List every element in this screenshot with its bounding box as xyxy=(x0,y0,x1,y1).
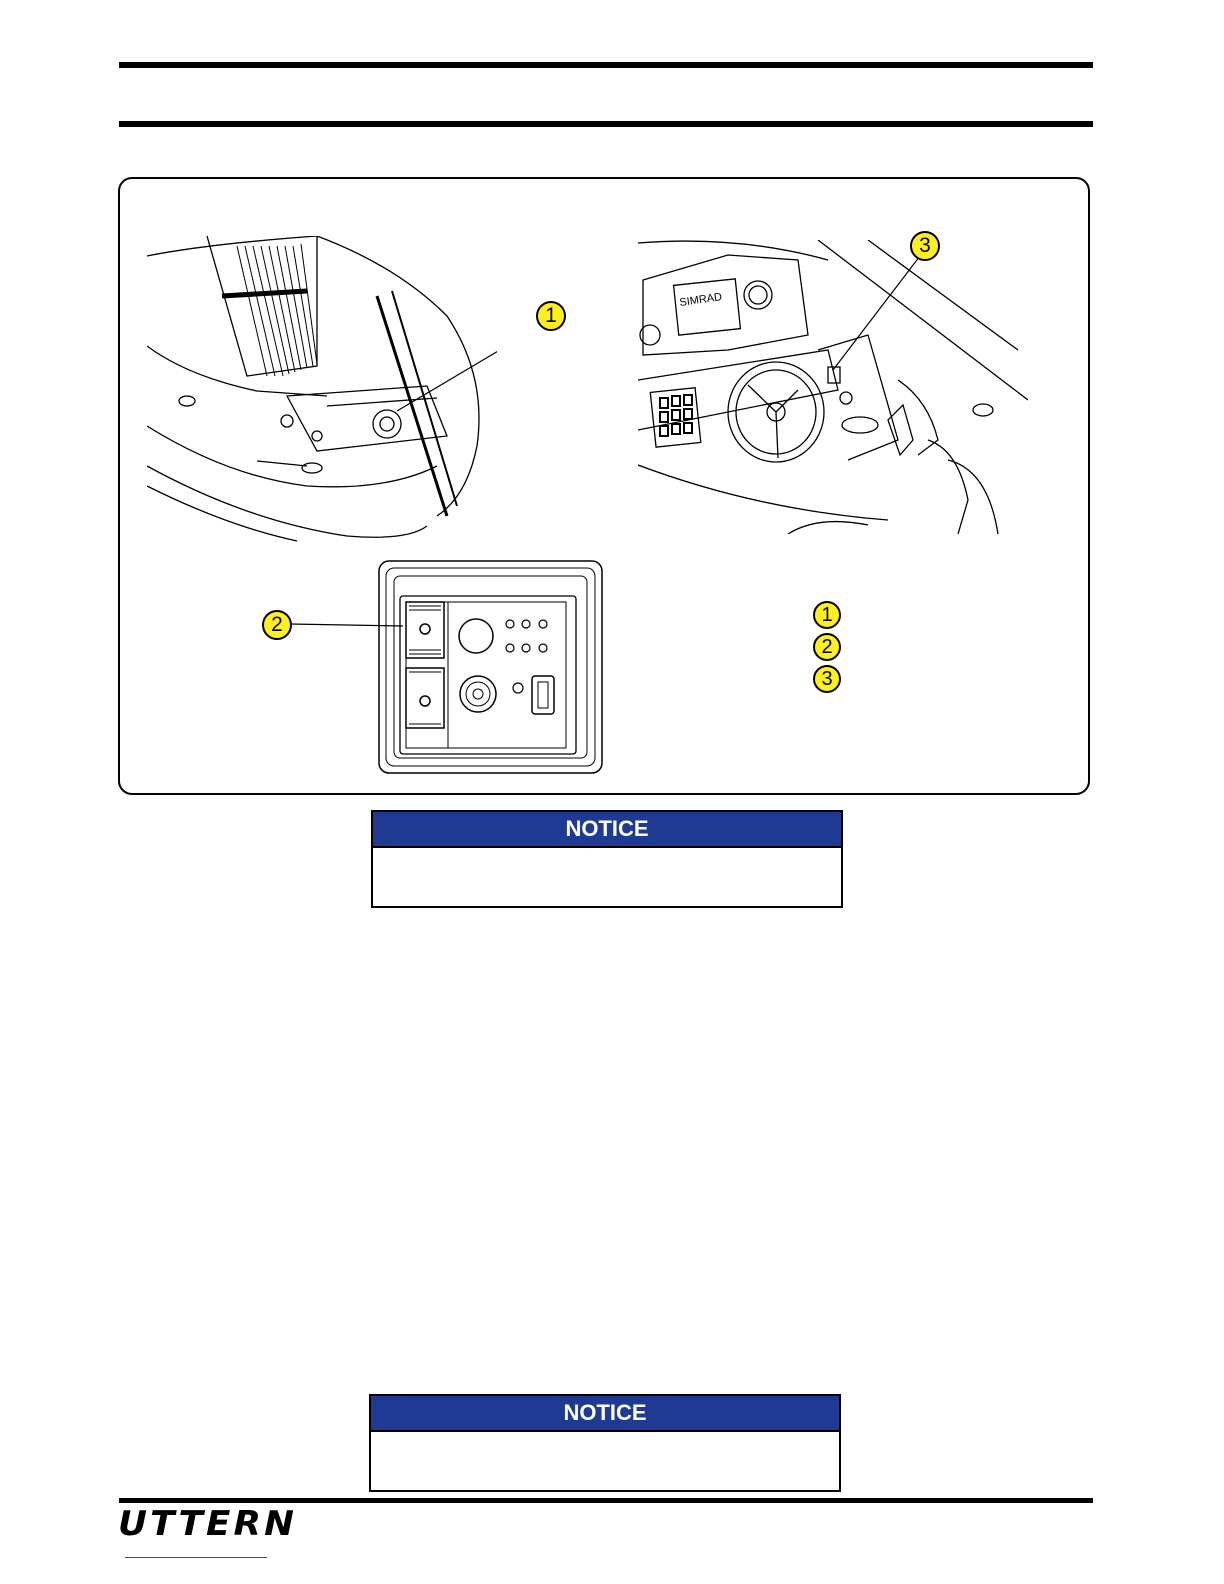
notice-title: NOTICE xyxy=(371,1396,839,1432)
legend-item-1: 1 xyxy=(813,601,841,629)
notice-title: NOTICE xyxy=(373,812,841,848)
switch-panel-illustration xyxy=(378,560,603,775)
notice-box-top xyxy=(371,810,843,908)
svg-text:UTTERN: UTTERN xyxy=(118,1506,298,1538)
callout-3: 3 xyxy=(910,231,940,261)
helm-illustration xyxy=(638,240,1028,534)
header-bottom-rule xyxy=(119,121,1093,127)
notice-box-bottom xyxy=(369,1394,841,1492)
notice-body xyxy=(371,1432,839,1490)
legend-item-2: 2 xyxy=(813,633,841,661)
footer-rule xyxy=(119,1498,1093,1503)
notice-body xyxy=(373,848,841,906)
callout-2: 2 xyxy=(262,610,292,640)
callout-1: 1 xyxy=(536,301,566,331)
callout-2-leader xyxy=(290,620,405,630)
footer-link-underline xyxy=(125,1557,267,1558)
legend-item-3: 3 xyxy=(813,665,841,693)
brand-logo xyxy=(118,1506,323,1538)
boat-bow-illustration xyxy=(147,236,497,546)
header-top-rule xyxy=(119,62,1093,68)
svg-text:SIMRAD: SIMRAD xyxy=(678,291,723,309)
